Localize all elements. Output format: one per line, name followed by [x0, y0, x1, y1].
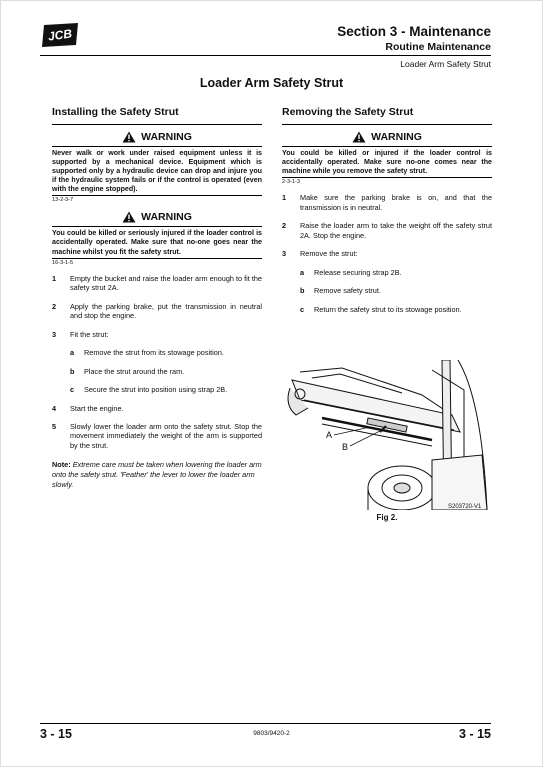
step-number: 3	[282, 249, 287, 259]
substep-item	[300, 286, 492, 295]
step-number: 3	[52, 329, 57, 339]
step-text: Remove the strut:	[300, 249, 358, 259]
section-title: Section 3 - Maintenance	[337, 24, 491, 39]
substep-text: Return the safety strut to its stowage position.	[314, 304, 462, 314]
step-item	[282, 193, 492, 212]
step-number: 2	[52, 301, 57, 311]
step-item	[52, 302, 262, 321]
warning-code: 2-3-1-3	[282, 179, 301, 186]
warning-heading	[282, 131, 492, 143]
step-text: Make sure the parking brake is on, and that the transmission is in neutral.	[300, 193, 492, 212]
substep-letter: b	[300, 286, 305, 296]
warning-triangle-icon	[352, 131, 366, 143]
warning-label: WARNING	[371, 131, 422, 143]
step-number: 2	[282, 221, 287, 231]
warning-heading	[52, 131, 262, 143]
substep-item	[70, 367, 262, 376]
step-text: Raise the loader arm to take the weight off the safety strut 2A. Stop the engine.	[300, 221, 492, 240]
note	[52, 460, 262, 490]
note-label: Note:	[52, 460, 71, 470]
substep-text: Remove safety strut.	[314, 286, 381, 296]
header-divider	[40, 55, 491, 56]
warning-label: WARNING	[141, 211, 192, 224]
step-text: Apply the parking brake, put the transmission in neutral and stop the engine.	[70, 301, 262, 321]
substep-letter: c	[300, 304, 305, 314]
loader-arm-illustration	[282, 360, 492, 510]
substep-letter: b	[70, 366, 75, 376]
step-text: Slowly lower the loader arm onto the safety strut. Stop the movement immediately the weight of the arm is supported by the strut.	[70, 421, 262, 450]
substep-item	[70, 348, 262, 357]
installing-heading: Installing the Safety Strut	[52, 106, 262, 125]
header-topic: Loader Arm Safety Strut	[400, 59, 491, 69]
subsection-title: Routine Maintenance	[385, 41, 491, 53]
step-number: 1	[52, 273, 57, 283]
substep-letter: a	[70, 348, 75, 358]
page-number-left: 3 - 15	[40, 727, 72, 741]
warning-text: Never walk or work under raised equipment unless it is supported by a mechanical device. Equipment which is supported only by a hydraulic device can drop and injure you if the hydraulic system fails or if the control is operated (even with the engine stopped).	[52, 146, 262, 196]
logo-text: JCB	[47, 26, 73, 44]
footer-divider	[40, 723, 491, 724]
document-number: 9803/9420-2	[253, 730, 290, 737]
substep-text: Place the strut around the ram.	[84, 366, 185, 376]
installing-column	[52, 106, 262, 490]
figure-caption: Fig 2.	[376, 513, 398, 522]
warning-text: You could be killed or seriously injured if the loader control is accidentally operated. Make sure that no-one goes near the machine whilst you fit the safety strut.	[52, 226, 262, 258]
substep-item	[70, 385, 262, 394]
note-text: Extreme care must be taken when lowering the loader arm onto the safety strut. 'Feather' the lever to lower the loader arm slowly.	[52, 460, 262, 490]
step-item	[52, 404, 262, 413]
page-title: Loader Arm Safety Strut	[199, 76, 344, 90]
step-item	[52, 330, 262, 339]
figure-label-b: B	[342, 442, 349, 452]
step-item	[52, 422, 262, 450]
warning-code: 13-2-3-7	[52, 197, 74, 204]
step-number: 4	[52, 403, 57, 413]
substep-letter: a	[300, 267, 305, 277]
warning-heading	[52, 211, 262, 223]
substep-text: Secure the strut into position using strap 2B.	[84, 385, 228, 395]
removing-heading: Removing the Safety Strut	[282, 106, 492, 125]
substep-text: Release securing strap 2B.	[314, 267, 402, 277]
substep-letter: c	[70, 385, 75, 395]
substep-item	[300, 268, 492, 277]
warning-code: 16-3-1-5	[52, 259, 74, 266]
step-number: 1	[282, 193, 287, 203]
substep-text: Remove the strut from its stowage position.	[84, 348, 224, 358]
page-number-right: 3 - 15	[459, 727, 491, 741]
jcb-logo	[40, 22, 80, 48]
figure-label-a: A	[326, 430, 333, 440]
step-item	[282, 221, 492, 240]
removing-column	[282, 106, 492, 323]
figure-reference: S203720-V1	[448, 504, 482, 510]
step-text: Empty the bucket and raise the loader arm enough to fit the safety strut 2A.	[70, 273, 262, 293]
step-item	[282, 249, 492, 258]
warning-label: WARNING	[141, 131, 192, 143]
step-text: Fit the strut:	[70, 329, 109, 339]
warning-text: You could be killed or injured if the loader control is accidentally operated. Make sure no-one comes near the machine while you remove the safety strut.	[282, 146, 492, 178]
step-text: Start the engine.	[70, 403, 124, 413]
warning-triangle-icon	[122, 131, 136, 143]
step-item	[52, 274, 262, 293]
substep-item	[300, 305, 492, 314]
step-number: 5	[52, 421, 57, 431]
warning-triangle-icon	[122, 211, 136, 223]
